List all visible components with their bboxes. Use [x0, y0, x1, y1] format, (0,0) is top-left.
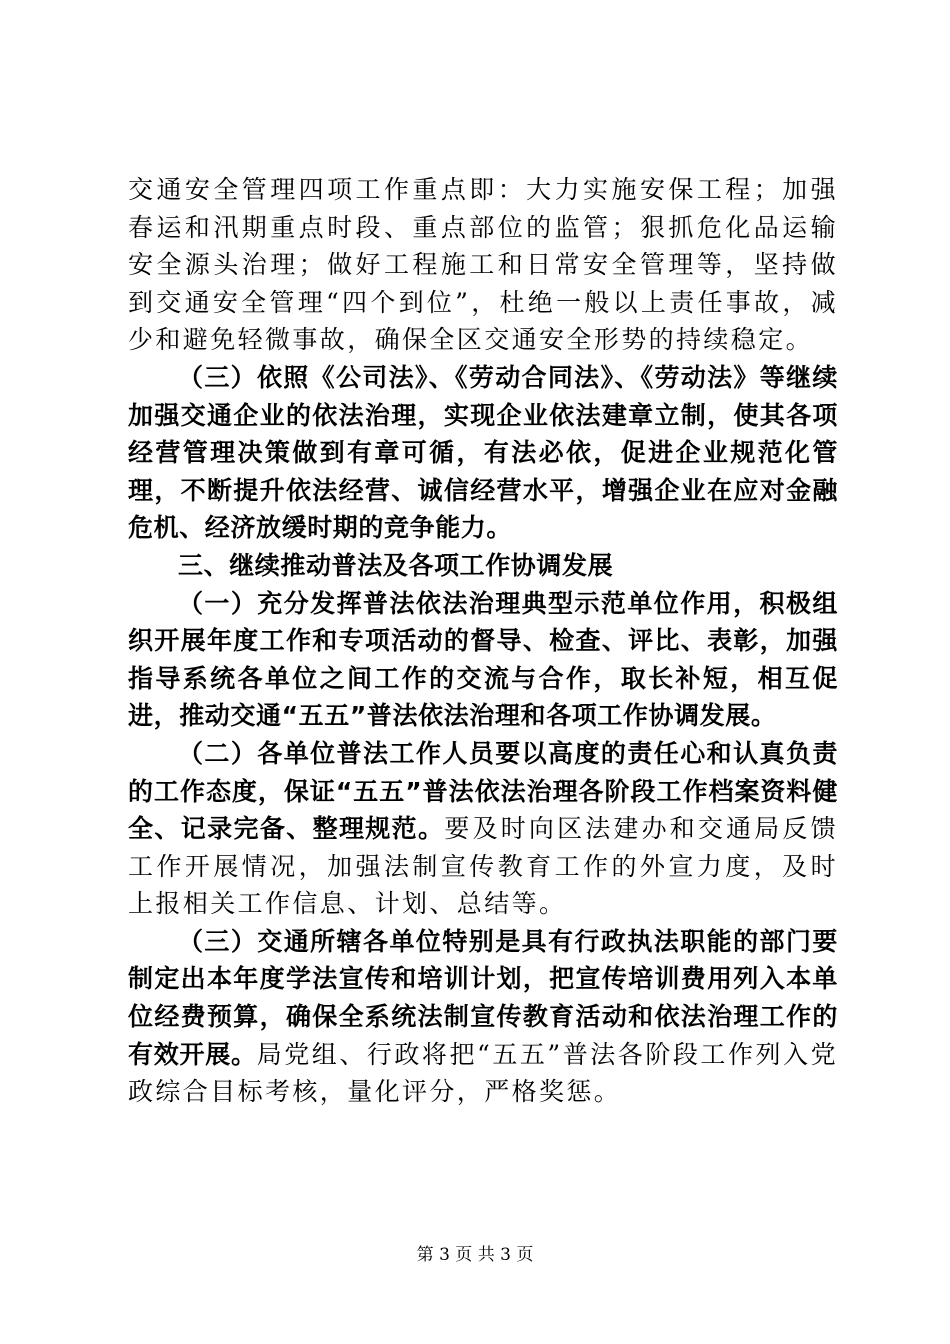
document-paragraph: [128, 736, 838, 924]
bold-text-run: （三）交通所辖各单位特别是具有行政执法职能的部门要制定出本年度学法宣传和培训计划，把宣传培训费用列入本单位经费预算，确保全系统法制宣传教育活动和依法治理工作的有效开展。: [128, 926, 838, 1069]
bold-text-run: （一）充分发挥普法依法治理典型示范单位作用，积极组织开展年度工作和专项活动的督导、检查、评比、表彰，加强指导系统各单位之间工作的交流与合作，取长补短，相互促进，推动交通“五五”普法依法治理和各项工作协调发展。: [128, 588, 838, 731]
regular-text-run: 要及时向区法建办和交通局反馈工作开展情况，加强法制宣传教育工作的外宣力度，及时上报相关工作信息、计划、总结等。: [128, 814, 839, 919]
page-footer: 第 3 页 共 3 页: [416, 1245, 534, 1265]
document-paragraph: [128, 586, 838, 736]
regular-text-run: 局党组、行政将把“五五”普法各阶段工作列入党政综合目标考核，量化评分，严格奖惩。: [128, 1039, 838, 1107]
bold-text-run: （三）依照《公司法》、《劳动合同法》、《劳动法》等继续加强交通企业的依法治理，实现企业依法建章立制，使其各项经营管理决策做到有章可循，有法必依，促进企业规范化管理，不断提升依法经营、诚信经营水平，增强企业在应对金融危机、经济放缓时期的竞争能力。: [128, 362, 838, 543]
document-paragraph: [128, 360, 838, 548]
document-body: [128, 172, 838, 1112]
document-paragraph: [128, 172, 838, 360]
document-paragraph: [128, 548, 838, 586]
bold-text-run: （二）各单位普法工作人员要以高度的责任心和认真负责的工作态度，保证“五五”普法依法治理各阶段工作档案资料健全、记录完备、整理规范。: [128, 738, 838, 844]
regular-text-run: 交通安全管理四项工作重点即：大力实施安保工程；加强春运和汛期重点时段、重点部位的监管；狠抓危化品运输安全源头治理；做好工程施工和日常安全管理等，坚持做到交通安全管理“四个到位”，杜绝一般以上责任事故，减少和避免轻微事故，确保全区交通安全形势的持续稳定。: [128, 175, 838, 355]
bold-text-run: 三、继续推动普法及各项工作协调发展: [178, 550, 614, 580]
document-paragraph: [128, 924, 838, 1112]
